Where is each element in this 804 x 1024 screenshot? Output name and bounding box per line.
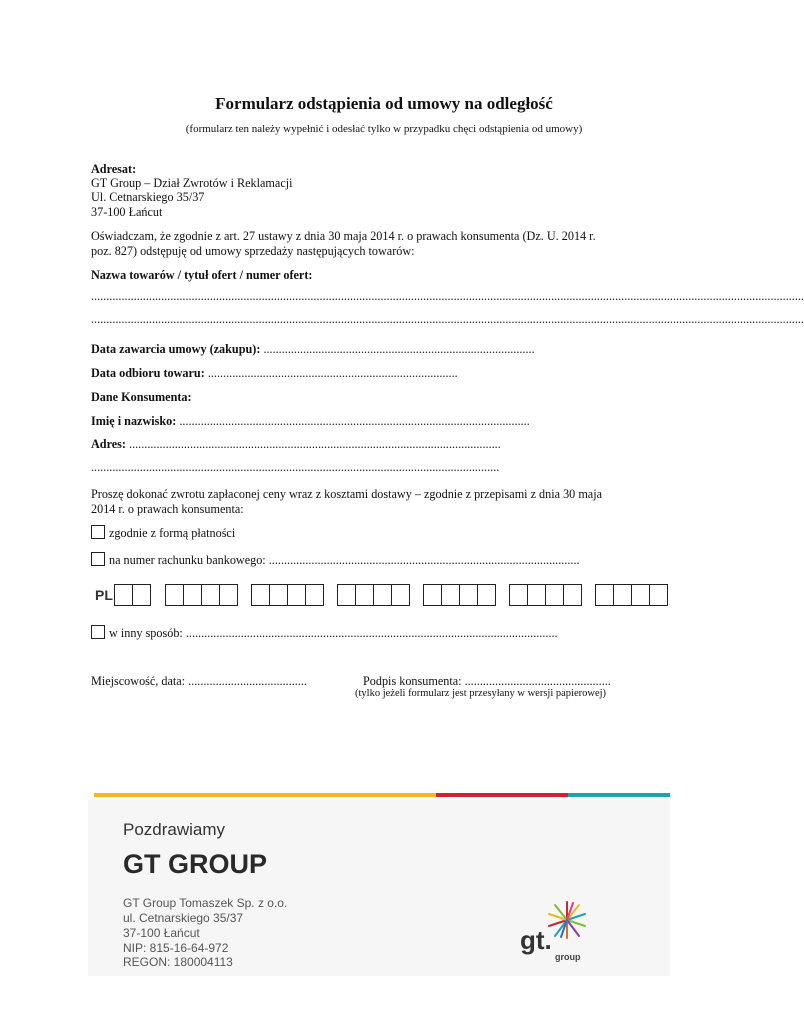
refund-line-2: 2014 r. o prawach konsumenta:	[91, 502, 244, 516]
page-subtitle: (formularz ten należy wypełnić i odesłać tylko w przypadku chęci odstąpienia od umowy)	[185, 123, 583, 135]
gt-logo-text: gt.	[520, 925, 552, 955]
footer-line-2: ul. Cetnarskiego 35/37	[123, 911, 244, 925]
option-other-row[interactable]	[91, 625, 558, 641]
option-payment-checkbox[interactable]	[91, 525, 105, 539]
name-label: Imię i nazwisko:	[91, 414, 177, 428]
signature-label: Podpis konsumenta:	[363, 674, 462, 688]
addressee-label: Adresat:	[91, 162, 137, 176]
addressee-line-3: 37-100 Łańcut	[91, 205, 163, 219]
footer-line-1: GT Group Tomaszek Sp. z o.o.	[123, 896, 288, 910]
gt-logo-subtext: group	[555, 952, 581, 962]
consumer-data-label: Dane Konsumenta:	[91, 390, 192, 404]
iban-box-group-7[interactable]	[595, 584, 668, 606]
statement-line-2: poz. 827) odstępuję od umowy sprzedaży następujących towarów:	[91, 244, 415, 258]
iban-prefix: PL	[95, 587, 113, 603]
goods-dotted-line-1[interactable]: ..........................................................................................................................................................................................................................................	[91, 289, 804, 303]
iban-box-group-4[interactable]	[337, 584, 410, 606]
signature-note: (tylko jeżeli formularz jest przesyłany w wersji papierowej)	[355, 688, 607, 699]
place-date-field[interactable]: .......................................	[185, 674, 307, 688]
place-date-label: Miejscowość, data:	[91, 674, 186, 688]
option-payment-row[interactable]	[91, 525, 235, 541]
iban-box-group-2[interactable]	[165, 584, 238, 606]
place-date-row	[91, 674, 307, 689]
bank-account-field[interactable]: ......................................................................................................	[265, 553, 580, 567]
option-bank-label: na numer rachunku bankowego:	[109, 553, 266, 567]
goods-dotted-line-2[interactable]: ..........................................................................................................................................................................................................................................	[91, 312, 804, 326]
signature-row	[363, 674, 611, 689]
refund-line-1: Proszę dokonać zwrotu zapłaconej ceny wraz z kosztami dostawy – zgodnie z przepisami z dnia 30 maja	[91, 487, 603, 501]
statement-line-1: Oświadczam, że zgodnie z art. 27 ustawy z dnia 30 maja 2014 r. o prawach konsumenta (Dz. U. 2014 r.	[91, 229, 596, 243]
contract-date-label: Data zawarcia umowy (zakupu):	[91, 342, 261, 356]
receipt-date-field[interactable]: ..................................................................................	[207, 366, 458, 380]
receipt-date-label: Data odbioru towaru:	[91, 366, 205, 380]
footer-line-3: 37-100 Łańcut	[123, 926, 200, 940]
option-bank-checkbox[interactable]	[91, 552, 105, 566]
footer-bar-red	[436, 793, 568, 797]
iban-box-group-6[interactable]	[509, 584, 582, 606]
iban-box-group-5[interactable]	[423, 584, 496, 606]
other-method-field[interactable]: ..........................................................................................................................	[182, 626, 558, 640]
address-field[interactable]: ..........................................................................................................................	[129, 437, 501, 451]
footer-greeting: Pozdrawiamy	[123, 820, 226, 839]
option-other-checkbox[interactable]	[91, 625, 105, 639]
option-bank-row[interactable]	[91, 552, 580, 568]
name-field[interactable]: ...................................................................................................................	[179, 414, 530, 428]
option-payment-label: zgodnie z formą płatności	[109, 526, 236, 540]
footer-company: GT GROUP	[123, 849, 268, 879]
contract-date-row	[91, 342, 535, 357]
addressee-line-1: GT Group – Dział Zwrotów i Reklamacji	[91, 176, 293, 190]
receipt-date-row	[91, 366, 458, 381]
goods-label: Nazwa towarów / tytuł ofert / numer ofert:	[91, 268, 313, 282]
address-label: Adres:	[91, 437, 126, 451]
address-dotted-line-2[interactable]: ......................................................................................................................................	[91, 460, 500, 474]
footer-bar-yellow	[94, 793, 436, 797]
iban-box-group-1[interactable]	[114, 584, 151, 606]
signature-field[interactable]: ................................................	[461, 674, 611, 688]
footer-bar-teal	[568, 793, 670, 797]
addressee-line-2: Ul. Cetnarskiego 35/37	[91, 190, 205, 204]
option-other-label: w inny sposób:	[109, 626, 183, 640]
address-row	[91, 437, 501, 452]
name-row	[91, 414, 530, 429]
page-title: Formularz odstąpienia od umowy na odległość	[215, 94, 553, 113]
footer-line-5: REGON: 180004113	[123, 955, 233, 969]
footer-line-4: NIP: 815-16-64-972	[123, 941, 229, 955]
contract-date-field[interactable]: .........................................................................................	[263, 342, 535, 356]
iban-box-group-3[interactable]	[251, 584, 324, 606]
